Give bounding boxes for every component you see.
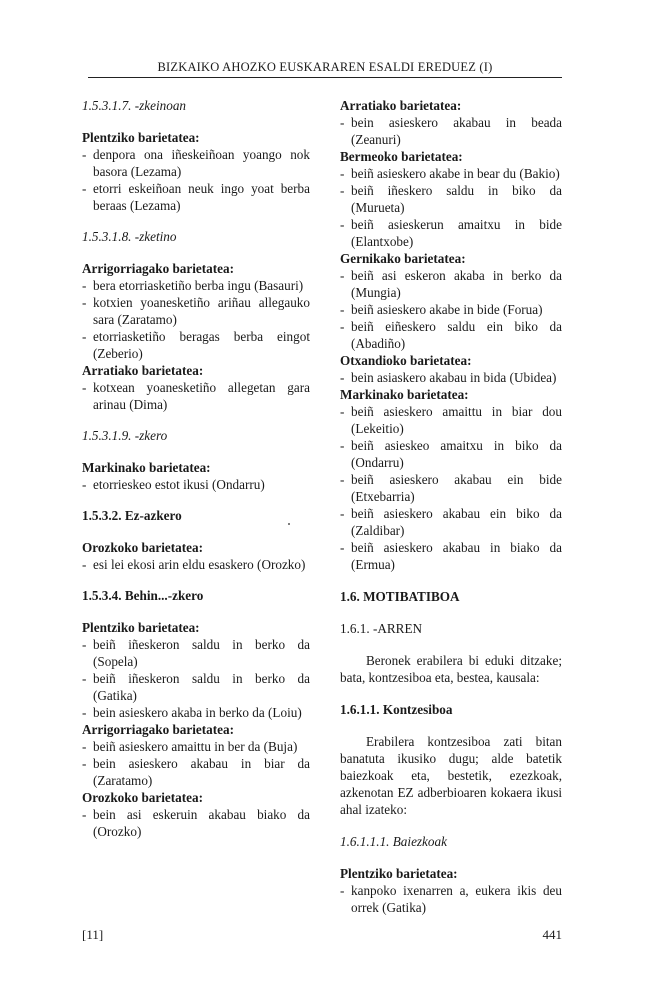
variety-label: Arrigorriagako barietatea: — [82, 722, 234, 737]
example-text: bein asi eskeruin akabau biako da (Orozko) — [93, 807, 310, 839]
example-item: - beiñ asieskero amaittu in ber da (Buja) — [82, 738, 310, 755]
example-item: - bein asieskero akabau in beada (Zeanuri) — [340, 115, 562, 147]
example-item: - beiñ iñeskeron saldu in berko da (Gatika) — [82, 671, 310, 703]
example-item: - beiñ asieskeo amaitxu in biko da (Ondarru) — [340, 438, 562, 470]
example-text: etorrieskeo estot ikusi (Ondarru) — [93, 477, 265, 492]
variety-label: Markinako barietatea: — [340, 387, 469, 402]
example-item: - beiñ asieskerun amaitxu in bide (Elantxobe) — [340, 217, 562, 249]
section-heading: 1.6.1. -ARREN — [340, 621, 423, 636]
example-text: beiñ iñeskeron saldu in berko da (Gatika) — [93, 671, 310, 703]
example-text: bein asieskero akabau in beada (Zeanuri) — [351, 115, 562, 147]
variety-label: Bermeoko barietatea: — [340, 149, 463, 164]
running-header: BIZKAIKO AHOZKO EUSKARAREN ESALDI EREDUEZ (I) — [157, 60, 493, 74]
section-title: 1.5.3.1.8. -zketino — [82, 229, 177, 244]
example-text: bera etorriasketiño berba ingu (Basauri) — [93, 278, 304, 293]
example-item: - bein asieskero akabau in biar da (Zaratamo) — [82, 756, 310, 788]
section-heading: 1.6.1.1. Kontzesiboa — [340, 702, 453, 717]
example-text: beiñ asieskerun amaitxu in bide (Elantxobe) — [351, 217, 562, 249]
variety-label: Plentziko barietatea: — [340, 866, 458, 881]
header-rule — [88, 77, 562, 78]
variety-label: Arratiako barietatea: — [340, 98, 462, 113]
left-column — [82, 97, 310, 840]
example-text: esi lei ekosi arin eldu esaskero (Orozko) — [93, 557, 306, 572]
example-text: bein asieskero akaba in berko da (Loiu) — [93, 705, 302, 720]
example-text: beiñ eiñeskero saldu ein biko da (Abadiño) — [351, 319, 562, 351]
example-item: - beiñ asieskero akabau ein bide (Etxebarria) — [340, 472, 562, 504]
example-item: - bein asi eskeruin akabau biako da (Orozko) — [82, 807, 310, 839]
example-item: - beiñ iñeskero saldu in biko da (Murueta) — [340, 183, 562, 215]
variety-label: Plentziko barietatea: — [82, 130, 200, 145]
example-item: - denpora ona iñeskeiñoan yoango nok basora (Lezama) — [82, 147, 310, 179]
example-item: - esi lei ekosi arin eldu esaskero (Orozko) — [82, 556, 310, 573]
example-item: - etorriasketiño beragas berba eingot (Zeberio) — [82, 329, 310, 361]
example-item: - kanpoko ixenarren a, eukera ikis deu orrek (Gatika) — [340, 883, 562, 915]
example-item: - beiñ asi eskeron akaba in berko da (Mungia) — [340, 268, 562, 300]
example-text: etorri eskeiñoan neuk ingo yoat berba beraas (Lezama) — [93, 181, 310, 213]
example-item: - beiñ asieskero akabe in bide (Forua) — [340, 301, 562, 318]
page-number: 441 — [542, 927, 562, 942]
example-text: beiñ asieskeo amaitxu in biko da (Ondarru) — [351, 438, 562, 470]
body-paragraph: Erabilera kontzesiboa zati bitan banatuta ikusiko dugu; alde batetik baiezkoak eta, bestetik, ezezkoak, azkenotan EZ adberbioaren kokaera ikusi ahal izateko: — [340, 734, 562, 817]
example-item: - kotxien yoanesketiño ariñau allegauko sara (Zaratamo) — [82, 295, 310, 327]
example-item: - etorrieskeo estot ikusi (Ondarru) — [82, 476, 310, 493]
example-text: beiñ iñeskero saldu in biko da (Murueta) — [351, 183, 562, 215]
variety-label: Orozkoko barietatea: — [82, 790, 203, 805]
stray-mark — [288, 523, 290, 525]
section-heading: 1.6. MOTIBATIBOA — [340, 589, 460, 604]
variety-label: Markinako barietatea: — [82, 460, 211, 475]
example-text: beiñ asieskero akabe in bide (Forua) — [351, 302, 543, 317]
example-text: beiñ asieskero akabau ein biko da (Zaldibar) — [351, 506, 562, 538]
section-title: 1.5.3.2. Ez-azkero — [82, 508, 182, 523]
example-text: bein asiaskero akabau in bida (Ubidea) — [351, 370, 557, 385]
example-text: kotxien yoanesketiño ariñau allegauko sara (Zaratamo) — [93, 295, 310, 327]
example-item: - beiñ asieskero amaittu in biar dou (Lekeitio) — [340, 404, 562, 436]
example-text: beiñ asieskero amaittu in biar dou (Lekeitio) — [351, 404, 562, 436]
example-text: beiñ asieskero akabau ein bide (Etxebarria) — [351, 472, 562, 504]
example-text: beiñ asieskero akabe in bear du (Bakio) — [351, 166, 560, 181]
example-item: - beiñ eiñeskero saldu ein biko da (Abadiño) — [340, 319, 562, 351]
example-text: beiñ asieskero amaittu in ber da (Buja) — [93, 739, 298, 754]
example-text: etorriasketiño beragas berba eingot (Zeberio) — [93, 329, 310, 361]
section-title: 1.5.3.1.9. -zkero — [82, 428, 168, 443]
variety-label: Arratiako barietatea: — [82, 363, 204, 378]
right-column — [340, 97, 562, 916]
example-item: - beiñ asieskero akabau ein biko da (Zaldibar) — [340, 506, 562, 538]
variety-label: Otxandioko barietatea: — [340, 353, 472, 368]
example-item: - beiñ iñeskeron saldu in berko da (Sopela) — [82, 637, 310, 669]
example-text: kanpoko ixenarren a, eukera ikis deu orrek (Gatika) — [351, 883, 562, 915]
section-title: 1.5.3.1.7. -zkeinoan — [82, 98, 187, 113]
example-item: - bein asieskero akaba in berko da (Loiu) — [82, 704, 310, 721]
body-paragraph: Beronek erabilera bi eduki ditzake; bata, kontzesiboa eta, bestea, kausala: — [340, 653, 562, 685]
variety-label: Arrigorriagako barietatea: — [82, 261, 234, 276]
example-text: denpora ona iñeskeiñoan yoango nok basora (Lezama) — [93, 147, 310, 179]
footer-section-number: [11] — [82, 927, 104, 942]
example-item: - etorri eskeiñoan neuk ingo yoat berba beraas (Lezama) — [82, 181, 310, 213]
example-text: beiñ iñeskeron saldu in berko da (Sopela) — [93, 637, 310, 669]
variety-label: Plentziko barietatea: — [82, 620, 200, 635]
example-text: kotxean yoanesketiño allegetan gara arinau (Dima) — [93, 380, 310, 412]
section-heading: 1.6.1.1.1. Baiezkoak — [340, 834, 447, 849]
example-item: - beiñ asieskero akabe in bear du (Bakio) — [340, 165, 562, 182]
example-item: - bein asiaskero akabau in bida (Ubidea) — [340, 369, 562, 386]
example-item: - bera etorriasketiño berba ingu (Basauri) — [82, 277, 310, 294]
example-text: beiñ asi eskeron akaba in berko da (Mungia) — [351, 268, 562, 300]
example-text: bein asieskero akabau in biar da (Zaratamo) — [93, 756, 310, 788]
section-title: 1.5.3.4. Behin...-zkero — [82, 588, 204, 603]
example-text: beiñ asieskero akabau in biako da (Ermua) — [351, 540, 562, 572]
variety-label: Gernikako barietatea: — [340, 251, 466, 266]
variety-label: Orozkoko barietatea: — [82, 540, 203, 555]
example-item: - beiñ asieskero akabau in biako da (Ermua) — [340, 540, 562, 572]
example-item: - kotxean yoanesketiño allegetan gara arinau (Dima) — [82, 380, 310, 412]
